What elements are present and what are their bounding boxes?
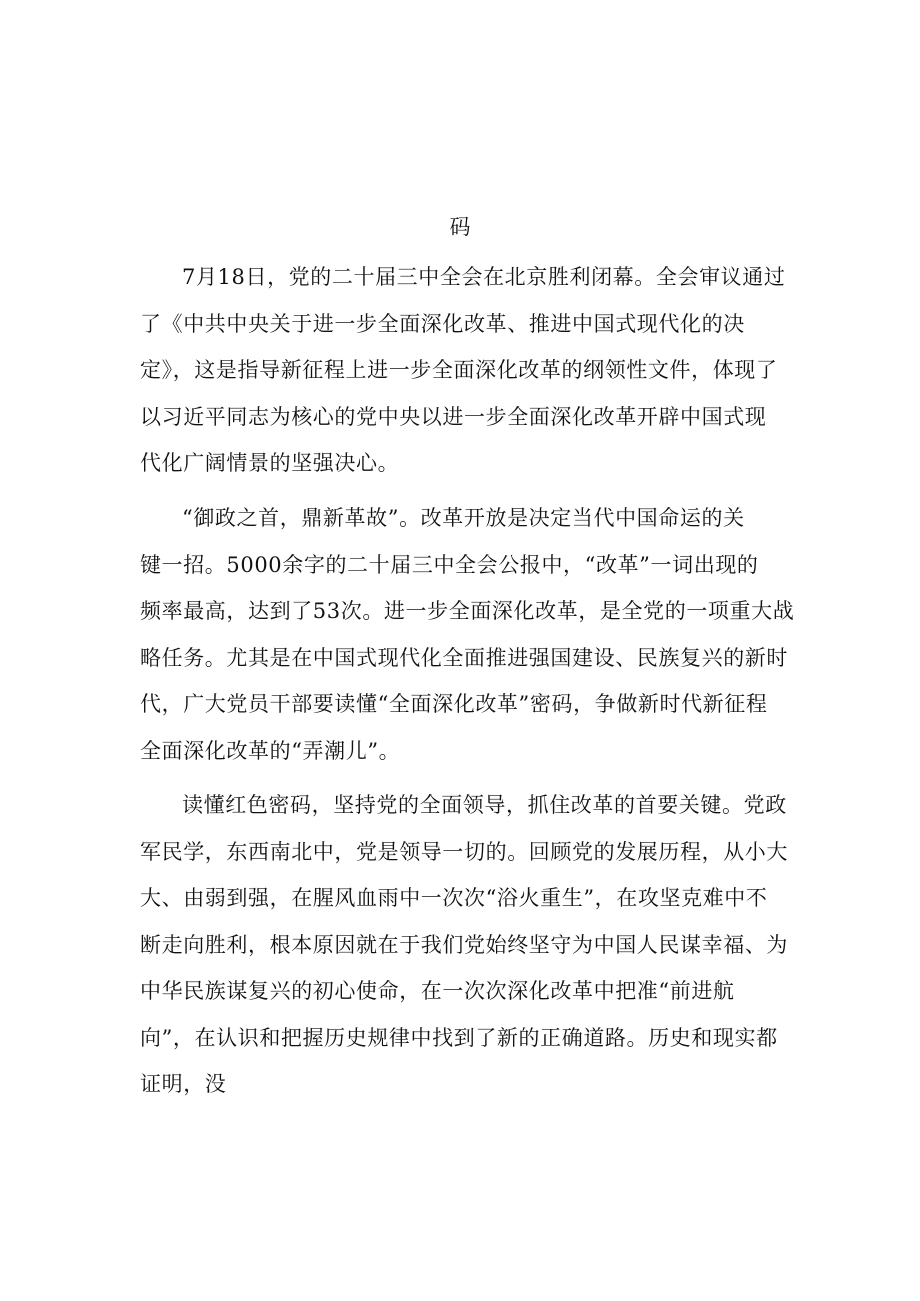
- paragraph-line: 了《中共中央关于进一步全面深化改革、推进中国式现代化的决: [140, 311, 745, 336]
- page-title: 码: [449, 215, 471, 239]
- paragraph-line: “御政之首，鼎新革故”。改革开放是决定当代中国命运的关: [182, 506, 745, 530]
- paragraph-line: 断走向胜利，根本原因就在于我们党始终坚守为中国人民谋幸福、为: [140, 932, 788, 957]
- paragraph-line: 略任务。尤其是在中国式现代化全面推进强国建设、民族复兴的新时: [140, 645, 788, 670]
- paragraph-line: 代，广大党员干部要读懂“全面深化改革”密码，争做新时代新征程: [140, 692, 768, 716]
- paragraph-line: 读懂红色密码，坚持党的全面领导，抓住改革的首要关键。党政: [182, 793, 787, 817]
- paragraph-line: 定》，这是指导新征程上进一步全面深化改革的纲领性文件，体现了: [140, 358, 778, 382]
- paragraph-line: 证明，没: [140, 1072, 227, 1096]
- paragraph-line: 军民学，东西南北中，党是领导一切的。回顾党的发展历程，从小大: [140, 839, 788, 864]
- paragraph-1: [140, 254, 785, 487]
- paragraph-line: 7月18日，党的二十届三中全会在北京胜利闭幕。全会审议通过: [182, 265, 786, 289]
- paragraph-line: 全面深化改革的“弄潮儿”。: [140, 738, 401, 763]
- paragraph-line: 代化广阔情景的坚强决心。: [140, 451, 400, 475]
- paragraph-line: 大、由弱到强，在腥风血雨中一次次“浴火重生”，在攻坚克难中不: [140, 886, 768, 910]
- paragraph-2: [140, 495, 795, 774]
- paragraph-line: 中华民族谋复兴的初心使命，在一次次深化改革中把准“前进航: [140, 979, 735, 1003]
- paragraph-line: 频率最高，达到了53次。进一步全面深化改革，是全党的一项重大战: [140, 599, 795, 623]
- paragraph-line: 向”，在认识和把握历史规律中找到了新的正确道路。历史和现实都: [140, 1025, 778, 1050]
- paragraph-line: 以习近平同志为核心的党中央以进一步全面深化改革开辟中国式现: [140, 404, 767, 429]
- paragraph-3: [140, 782, 788, 1108]
- paragraph-line: 键一招。5000余字的二十届三中全会公报中，“改革”一词出现的: [140, 552, 759, 577]
